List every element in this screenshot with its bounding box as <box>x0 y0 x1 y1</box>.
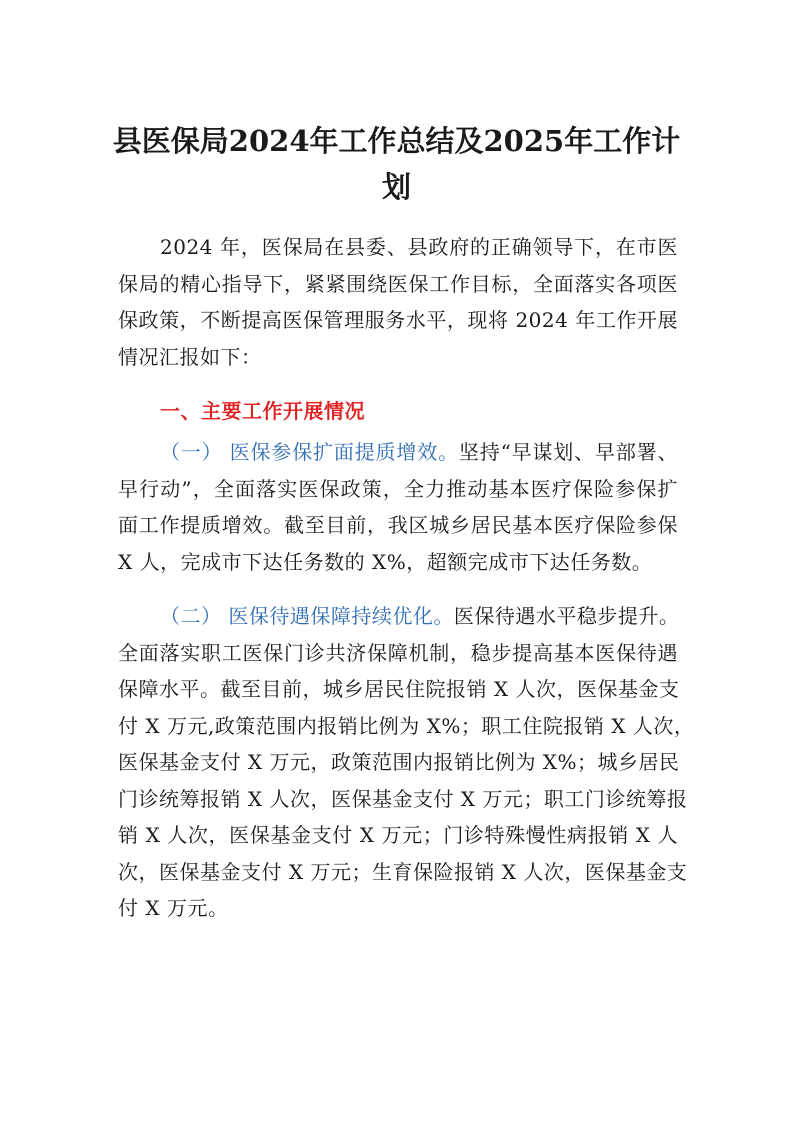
paragraph-line: 付 X 万元。 <box>118 896 229 920</box>
subsection-1-text: 坚持“早谋划、早部署、 <box>458 440 678 464</box>
paragraph-line: 销 X 人次，医保基金支付 X 万元；门诊特殊慢性病报销 X 人 <box>118 823 678 847</box>
subsection-2-text: 医保待遇水平稳步提升。 <box>453 604 680 628</box>
title-line-2: 划 <box>381 170 411 204</box>
intro-line: 保政策，不断提高医保管理服务水平，现将 2024 年工作开展 <box>118 308 678 332</box>
intro-line: 2024 年，医保局在县委、县政府的正确领导下，在市医 <box>160 235 678 259</box>
subsection-2-paragraph <box>118 598 695 927</box>
paragraph-line: 全面落实职工医保门诊共济保障机制，稳步提高基本医保待遇 <box>118 640 678 665</box>
paragraph-line: X 人，完成市下达任务数的 X%，超额完成市下达任务数。 <box>118 549 653 574</box>
paragraph-line: 医保基金支付 X 万元，政策范围内报销比例为 X%；城乡居民 <box>118 750 680 774</box>
paragraph-line: 早行动”，全面落实医保政策，全力推动基本医疗保险参保扩 <box>118 476 678 501</box>
subsection-1-heading: （一） 医保参保扩面提质增效。 <box>160 440 459 464</box>
subsection-1-first-line <box>118 434 678 471</box>
document-title <box>110 118 683 210</box>
subsection-1-paragraph <box>118 434 678 580</box>
intro-line: 情况汇报如下： <box>118 344 262 369</box>
intro-paragraph <box>118 229 678 375</box>
paragraph-line: 付 X 万元,政策范围内报销比例为 X%；职工住院报销 X 人次， <box>118 713 695 738</box>
subsection-2-heading: （二） 医保待遇保障持续优化。 <box>160 604 454 628</box>
title-line-1: 县医保局2024年工作总结及2025年工作计 <box>112 124 681 158</box>
paragraph-line: 保障水平。截至目前，城乡居民住院报销 X 人次，医保基金支 <box>118 677 680 701</box>
paragraph-line: 次，医保基金支付 X 万元；生育保险报销 X 人次，医保基金支 <box>118 859 688 884</box>
subsection-2-first-line <box>118 598 678 635</box>
section-heading-main-work: 一、主要工作开展情况 <box>160 399 365 423</box>
paragraph-line: 门诊统筹报销 X 人次，医保基金支付 X 万元；职工门诊统筹报 <box>118 786 688 811</box>
paragraph-line: 面工作提质增效。截至目前，我区城乡居民基本医疗保险参保 <box>118 513 678 537</box>
intro-line: 保局的精心指导下，紧紧围绕医保工作目标，全面落实各项医 <box>118 271 678 296</box>
